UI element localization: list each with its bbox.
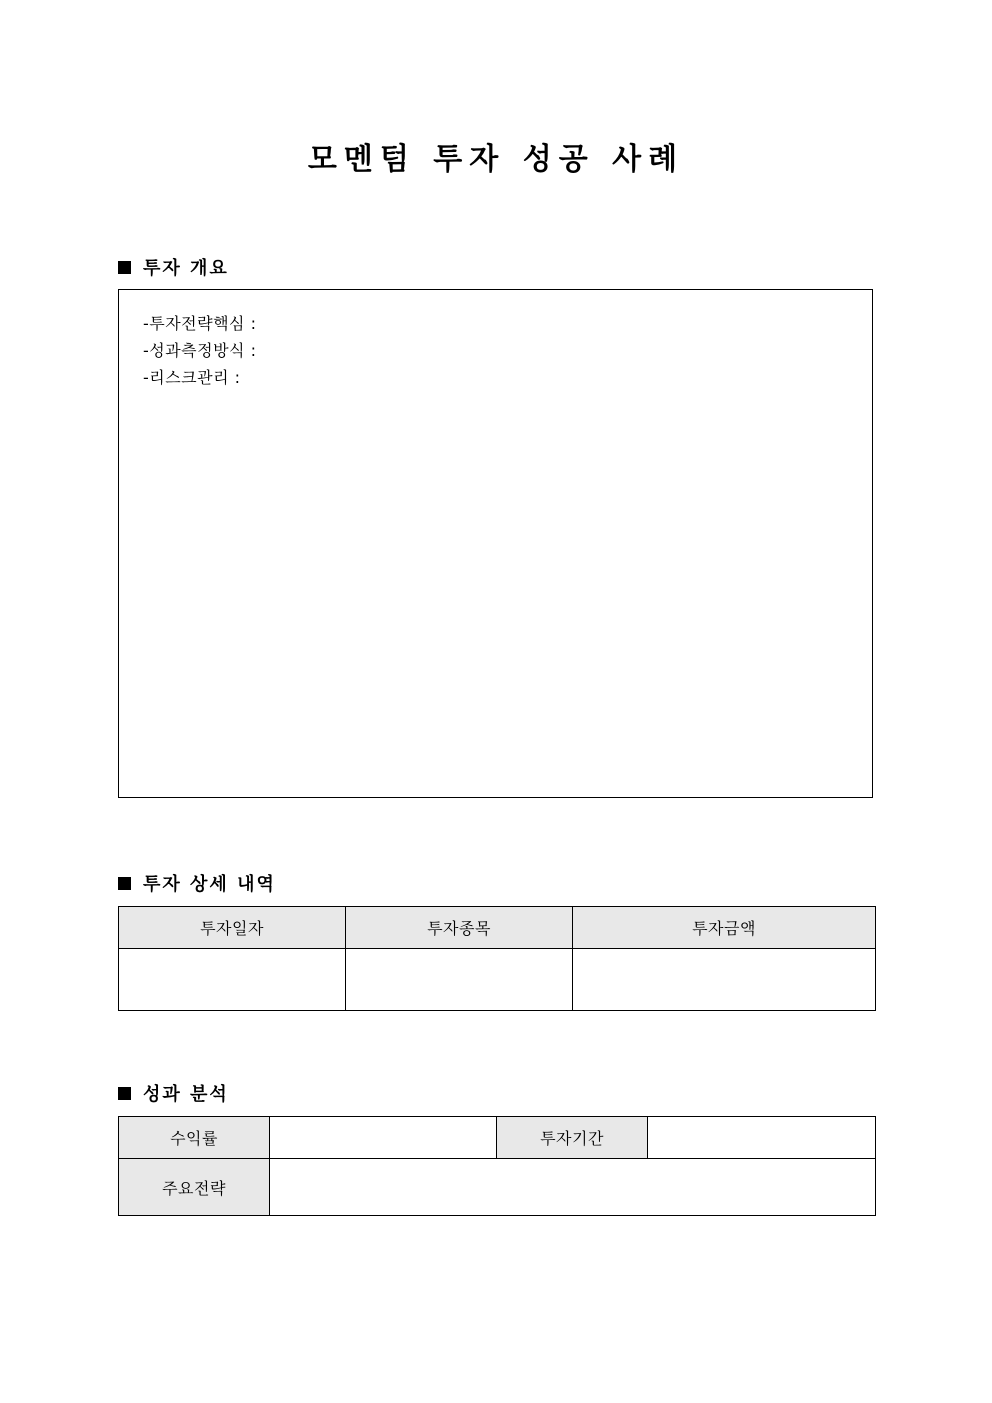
column-header-item: 투자종목: [346, 907, 573, 949]
cell-date[interactable]: [119, 949, 346, 1011]
bullet-square-icon: [118, 1087, 131, 1100]
overview-line-risk: -리스크관리 :: [143, 368, 241, 387]
period-label: 투자기간: [497, 1117, 648, 1159]
overview-line-strategy: -투자전략핵심 :: [143, 314, 257, 333]
table-header-row: [119, 907, 876, 949]
overview-box[interactable]: [118, 289, 873, 798]
details-table: [118, 906, 876, 1011]
table-row: [119, 949, 876, 1011]
cell-amount[interactable]: [573, 949, 876, 1011]
period-value-cell[interactable]: [648, 1117, 876, 1159]
return-label: 수익률: [119, 1117, 270, 1159]
document-title: 모멘텀 투자 성공 사례: [307, 142, 685, 177]
cell-item[interactable]: [346, 949, 573, 1011]
overview-heading-text: 투자 개요: [143, 258, 229, 279]
bullet-square-icon: [118, 261, 131, 274]
return-value-cell[interactable]: [270, 1117, 497, 1159]
details-heading-text: 투자 상세 내역: [143, 874, 276, 895]
overview-line-measurement: -성과측정방식 :: [143, 341, 257, 360]
details-heading: [118, 870, 276, 896]
strategy-label: 주요전략: [119, 1159, 270, 1216]
bullet-square-icon: [118, 877, 131, 890]
overview-heading: [118, 254, 229, 280]
table-row: [119, 1117, 876, 1159]
strategy-value-cell[interactable]: [270, 1159, 876, 1216]
performance-heading: [118, 1080, 229, 1106]
performance-heading-text: 성과 분석: [143, 1084, 229, 1105]
column-header-date: 투자일자: [119, 907, 346, 949]
column-header-amount: 투자금액: [573, 907, 876, 949]
table-row: [119, 1159, 876, 1216]
performance-table: [118, 1116, 876, 1216]
